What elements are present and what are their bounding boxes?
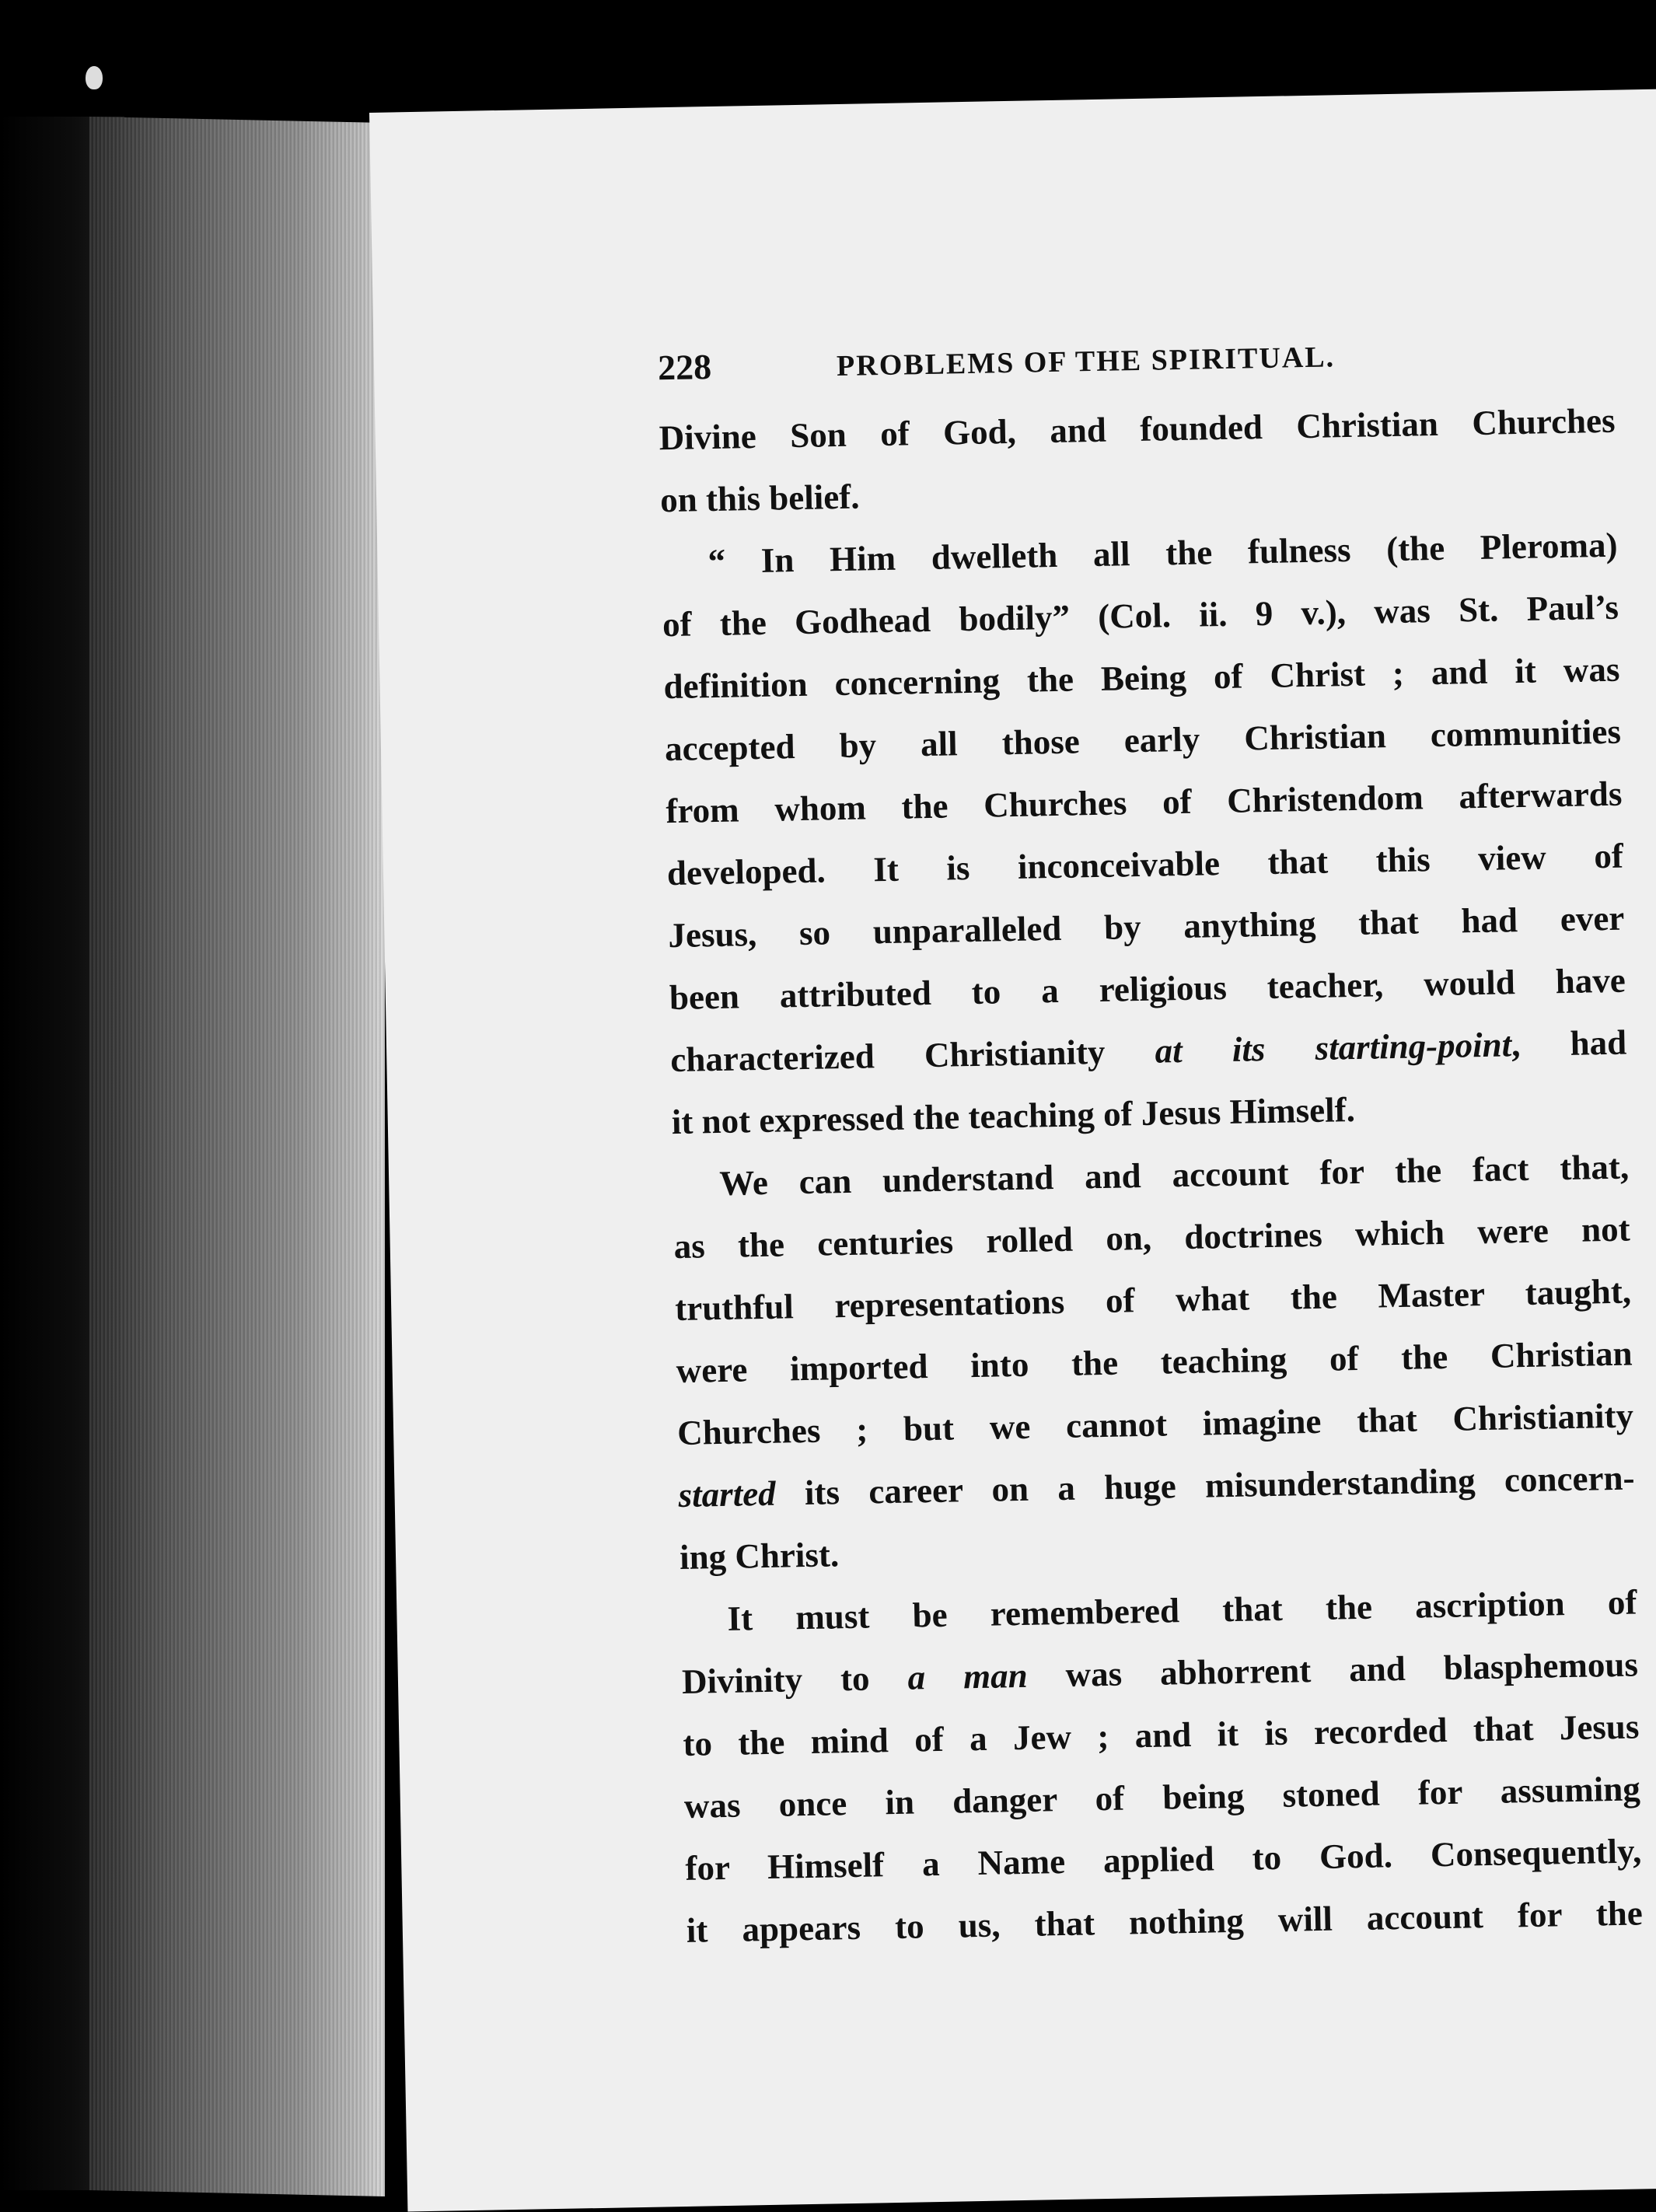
book-fore-edge bbox=[89, 117, 385, 2196]
text-line: as the centuries rolled on, doctrines which were not bbox=[673, 1209, 1631, 1267]
running-title: PROBLEMS OF THE SPIRITUAL. bbox=[836, 341, 1336, 383]
paragraph-1 bbox=[659, 390, 1617, 532]
page-text-block bbox=[657, 320, 1643, 1962]
text-line: Churches ; but we cannot imagine that Christianity bbox=[676, 1396, 1634, 1453]
text-line: it appears to us, that nothing will account for the bbox=[686, 1893, 1644, 1950]
italic-phrase: started bbox=[678, 1473, 777, 1515]
text-line: it not expressed the teaching of Jesus Himself. bbox=[671, 1089, 1356, 1142]
text-line: truthful representations of what the Master taught, bbox=[674, 1271, 1632, 1329]
italic-phrase: at its starting-point bbox=[1155, 1025, 1512, 1071]
text-line: “ In Him dwelleth all the fulness (the Pleroma) bbox=[707, 525, 1618, 582]
text-line: We can understand and account for the fact that, bbox=[718, 1147, 1630, 1203]
book-page bbox=[369, 89, 1656, 2212]
text-line: definition concerning the Being of Christ ; and it was bbox=[663, 649, 1620, 707]
text-line: were imported into the teaching of the Christian bbox=[676, 1333, 1633, 1391]
text-line: characterized Christianity at its starting-point, had bbox=[669, 1022, 1627, 1080]
paragraph-4 bbox=[680, 1571, 1644, 1961]
italic-phrase: a man bbox=[907, 1655, 1029, 1697]
text-line: was once in danger of being stoned for assuming bbox=[683, 1769, 1641, 1826]
text-line: Jesus, so unparalleled by anything that had ever bbox=[667, 898, 1625, 956]
text-line: It must be remembered that the ascription of bbox=[727, 1582, 1637, 1638]
text-line: developed. It is inconceivable that this view of bbox=[666, 836, 1624, 893]
text-line: accepted by all those early Christian communities bbox=[664, 711, 1622, 769]
text-line: for Himself a Name applied to God. Consequently, bbox=[684, 1831, 1642, 1888]
text-line: to the mind of a Jew ; and it is recorded that Jesus bbox=[683, 1707, 1640, 1763]
text-line: from whom the Churches of Christendom afterwards bbox=[666, 774, 1623, 831]
page-number: 228 bbox=[657, 346, 712, 388]
paragraph-3 bbox=[673, 1136, 1637, 1588]
paragraph-2 bbox=[661, 514, 1628, 1153]
text-line: ing Christ. bbox=[679, 1535, 840, 1577]
text-line: been attributed to a religious teacher, would have bbox=[669, 960, 1626, 1018]
text-line: Divinity to a man was abhorrent and blasphemous bbox=[681, 1644, 1639, 1701]
text-line: of the Godhead bodily” (Col. ii. 9 v.), was St. Paul’s bbox=[662, 587, 1619, 645]
text-line: started its career on a huge misunderstanding concern- bbox=[678, 1458, 1635, 1515]
running-head bbox=[657, 320, 1614, 400]
text-line: Divine Son of God, and founded Christian Churches bbox=[659, 400, 1616, 458]
text-line: on this belief. bbox=[659, 477, 860, 520]
scan-edge-mark bbox=[86, 66, 103, 89]
